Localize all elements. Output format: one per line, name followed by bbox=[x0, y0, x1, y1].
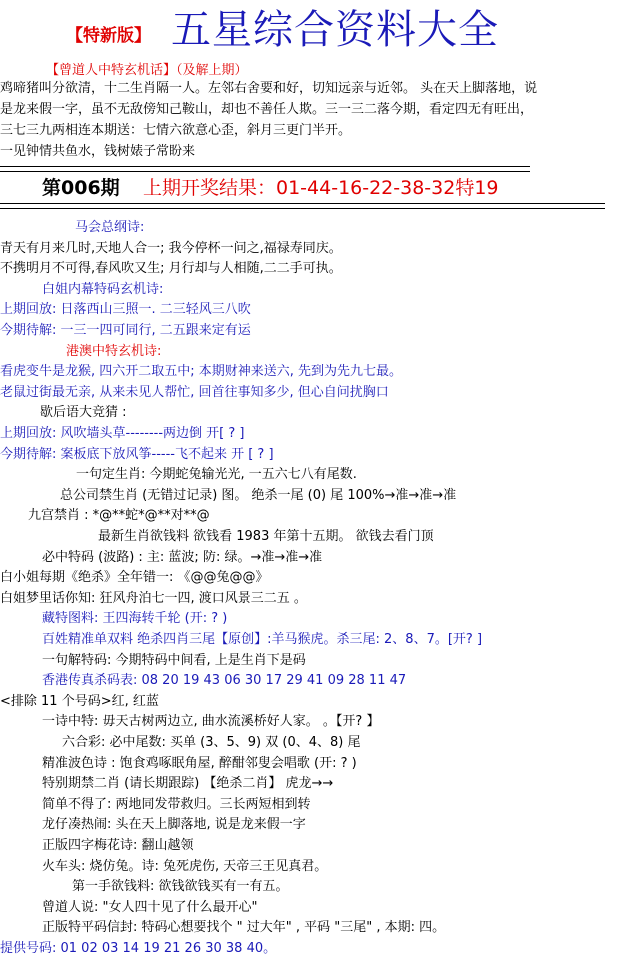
content-line: 上期回放: 风吹墙头草--------两边倒 开[ ? ] bbox=[0, 426, 245, 441]
content-line: 歇后语大竞猜 : bbox=[40, 405, 127, 420]
content-line: 白小姐每期《绝杀》全年错一: 《@@兔@@》 bbox=[0, 570, 269, 585]
content-line: 白姐梦里话你知: 狂风舟泊七一四, 渡口风景三二五 。 bbox=[0, 591, 307, 606]
intro-line: 一见钟情共鱼水，钱树婊子常盼来 bbox=[0, 144, 196, 159]
content-line: 曾道人说: "女人四十见了什么最开心" bbox=[42, 900, 258, 915]
content-line: 最新生肖欲钱料 欲钱看 1983 年第十五期。 欲钱去看门顶 bbox=[98, 529, 434, 544]
content-line: 精准波色诗 : 饱食鸡啄眠角屋, 醉酣邻叟会唱歌 (开: ? ) bbox=[42, 756, 357, 771]
intro-line: 是龙来假一字，虽不无敌傍知己鞍山，却也不善任人欺。三一三二落今期，看定四无有旺出， bbox=[0, 102, 534, 117]
content-line: 上期回放: 日落西山三照一. 二三轻风三八吹 bbox=[0, 302, 251, 317]
content-line: 百姓精准单双料 绝杀四肖三尾【原创】:羊马猴虎。杀三尾: 2、8、7。[开? ] bbox=[42, 632, 483, 647]
intro-line: 三七三九两相连本期送：七情六欲意心歪，斜月三更门半开。 bbox=[0, 123, 352, 138]
content-line: 必中特码 (波路) : 主: 蓝波; 防: 绿。→准→准→准 bbox=[42, 550, 323, 565]
content-line: 马会总纲诗: bbox=[75, 220, 145, 235]
content-line: 青天有月来几时,天地人合一; 我今停杯一问之,福禄寿同庆。 bbox=[0, 241, 342, 256]
content-line: 总公司禁生肖 (无错过记录) 图。 绝杀一尾 (0) 尾 100%→准→准→准 bbox=[60, 488, 457, 503]
content-line: 白姐内幕特码玄机诗: bbox=[42, 282, 164, 297]
issue-number: 第006期 bbox=[42, 177, 120, 199]
content-line: <排除 11 个号码>红, 红蓝 bbox=[0, 694, 159, 709]
content-line: 特别期禁二肖 (请长期跟踪) 【绝杀二肖】 虎龙→→ bbox=[42, 776, 334, 791]
draw-result: 上期开奖结果：01-44-16-22-38-32特19 bbox=[143, 177, 499, 199]
intro-subhead: 【曾道人中特玄机话】（及解上期） bbox=[46, 63, 248, 78]
separator-top bbox=[0, 166, 530, 172]
content-line: 第一手欲钱料: 欲钱欲钱买有一有五。 bbox=[72, 879, 289, 894]
intro-line: 鸡啼猪叫分欲清，十二生肖隔一人。左邻右舍要和好，切知远亲与近邻。 头在天上脚落地，说 bbox=[0, 81, 538, 96]
content-line: 正版四字梅花诗: 翻山越领 bbox=[42, 838, 194, 853]
content-line: 提供号码: 01 02 03 14 19 21 26 30 38 40。 bbox=[0, 941, 277, 956]
content-line: 一句解特码: 今期特码中间看, 上是生肖下是码 bbox=[42, 653, 306, 668]
content-line: 正版特平码信封: 特码心想要找个 " 过大年" , 平码 "三尾" , 本期: 四。 bbox=[42, 920, 446, 935]
content-line: 看虎变牛是龙猴, 四六开二取五中; 本期财神来送六, 先到为先九七最。 bbox=[0, 364, 403, 379]
content-line: 火车头: 烧仿兔。诗: 兔死虎伤, 天帝三王见真君。 bbox=[42, 859, 328, 874]
page-title: 五星综合资料大全 bbox=[171, 7, 499, 53]
content-line: 六合彩: 必中尾数: 买单 (3、5、9) 双 (0、4、8) 尾 bbox=[62, 735, 361, 750]
content-line: 九宫禁肖 : *@**蛇*@**对**@ bbox=[28, 508, 210, 523]
content-line: 一诗中特: 毋天古树两边立, 曲水流溪桥好人家。 。【开? 】 bbox=[42, 714, 380, 729]
content-line: 香港传真杀码表: 08 20 19 43 06 30 17 29 41 09 28 11 47 bbox=[42, 673, 407, 688]
edition-badge: 【特新版】 bbox=[66, 26, 151, 46]
content-line: 不携明月不可得,春风吹又生; 月行却与人相随,二二手可执。 bbox=[0, 261, 342, 276]
content-line: 简单不得了: 两地同发带救归。三长两短相到转 bbox=[42, 797, 311, 812]
content-line: 今期待解: 案板底下放风筝-----飞不起来 开 [ ? ] bbox=[0, 447, 274, 462]
content-line: 一句定生肖: 今期蛇兔输光光, 一五六七八有尾数. bbox=[76, 467, 357, 482]
content-line: 今期待解: 一三一四可同行, 二五跟来定有运 bbox=[0, 323, 251, 338]
separator-bottom bbox=[0, 203, 605, 209]
content-line: 藏特图料: 王四海转千轮 (开: ? ) bbox=[42, 611, 228, 626]
content-line: 老鼠过街最无亲, 从来未见人帮忙, 回首往事知多少, 但心自问扰胸口 bbox=[0, 385, 389, 400]
content-line: 龙仔凑热闹: 头在天上脚落地, 说是龙来假一字 bbox=[42, 817, 306, 832]
content-line: 港澳中特玄机诗: bbox=[66, 344, 162, 359]
